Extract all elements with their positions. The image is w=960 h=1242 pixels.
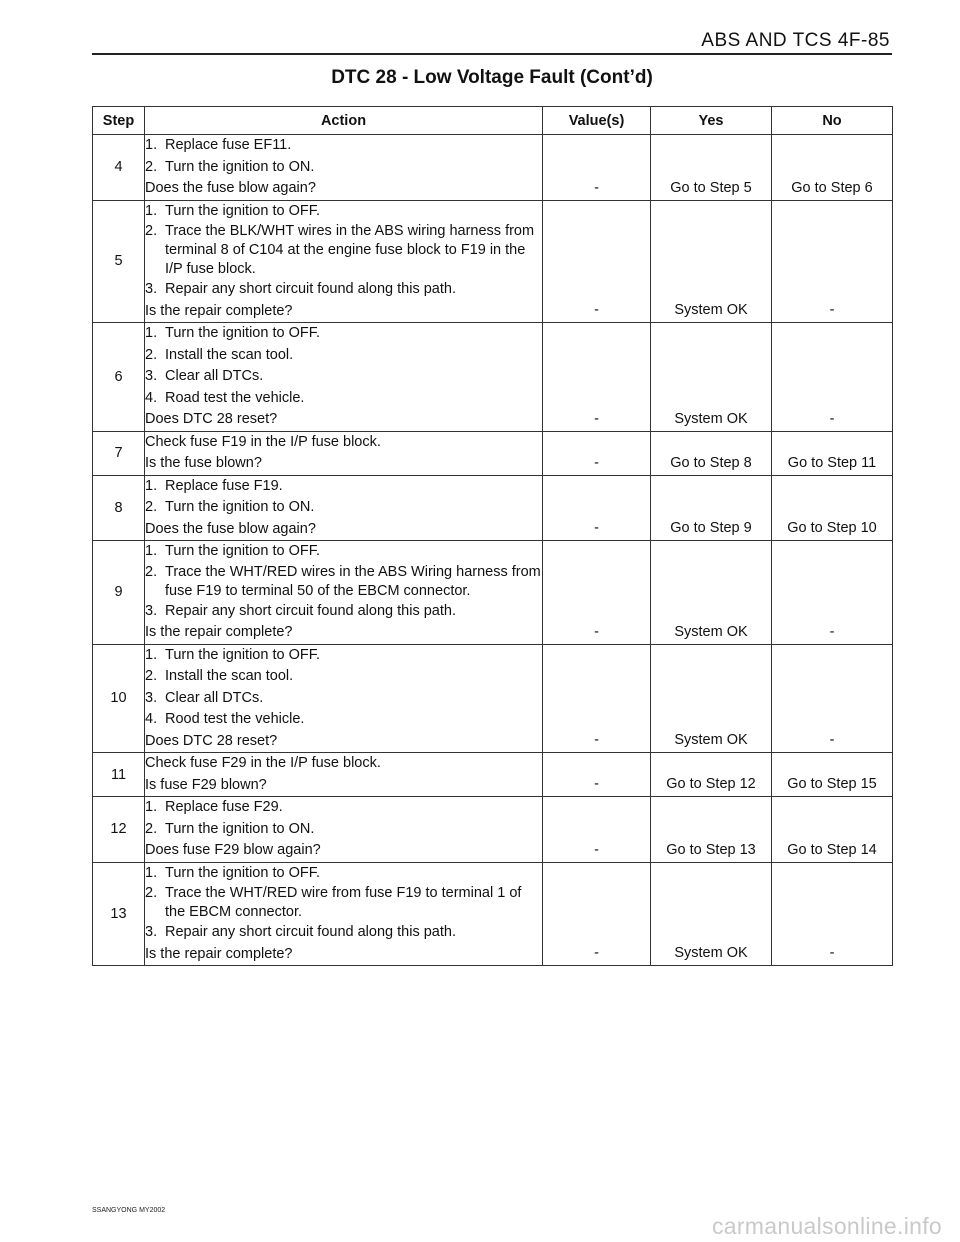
step-number: 13 bbox=[93, 862, 145, 966]
value-cell: - bbox=[543, 323, 651, 432]
action-cell bbox=[145, 323, 543, 432]
no-cell: Go to Step 6 bbox=[772, 135, 893, 201]
action-line: 2. Trace the WHT/RED wires in the ABS Wiring harness from fuse F19 to terminal 50 of the EBCM connector. bbox=[145, 563, 541, 599]
action-question: Does the fuse blow again? bbox=[145, 520, 316, 537]
page-header-title: ABS AND TCS 4F-85 bbox=[701, 30, 890, 51]
step-number: 6 bbox=[93, 323, 145, 432]
action-question: Is fuse F29 blown? bbox=[145, 776, 267, 793]
action-line: 4. Road test the vehicle. bbox=[145, 389, 305, 406]
action-line: 1. Turn the ignition to OFF. bbox=[145, 325, 321, 341]
action-line: 2. Install the scan tool. bbox=[145, 668, 294, 684]
yes-cell: System OK bbox=[651, 323, 772, 432]
action-question: Does DTC 28 reset? bbox=[145, 411, 278, 427]
yes-cell: System OK bbox=[651, 200, 772, 323]
action-question: Is the repair complete? bbox=[145, 945, 293, 962]
action-line: Check fuse F29 in the I/P fuse block. bbox=[145, 755, 381, 771]
no-cell: Go to Step 11 bbox=[772, 431, 893, 475]
watermark-text: carmanualsonline.info bbox=[711, 1213, 942, 1239]
value-cell: - bbox=[543, 200, 651, 323]
yes-cell: Go to Step 5 bbox=[651, 135, 772, 201]
column-header-values: Value(s) bbox=[543, 107, 651, 135]
table-row bbox=[93, 862, 893, 966]
action-line: 3. Clear all DTCs. bbox=[145, 689, 264, 706]
header-divider bbox=[92, 53, 892, 55]
table-row bbox=[93, 753, 893, 797]
page-footer: SSANGYONG MY2002 bbox=[92, 1207, 166, 1214]
column-header-action: Action bbox=[145, 107, 543, 135]
step-number: 11 bbox=[93, 753, 145, 797]
action-line: 3. Repair any short circuit found along this path. bbox=[145, 281, 456, 297]
action-line: 1. Turn the ignition to OFF. bbox=[145, 202, 321, 219]
no-cell: - bbox=[772, 862, 893, 966]
action-line: 2. Trace the BLK/WHT wires in the ABS wiring harness from terminal 8 of C104 at the engine fuse block to F19 in the I/P fuse block. bbox=[145, 223, 535, 277]
value-cell: - bbox=[543, 541, 651, 645]
action-question: Does fuse F29 blow again? bbox=[145, 842, 321, 858]
no-cell: Go to Step 14 bbox=[772, 797, 893, 863]
yes-cell: System OK bbox=[651, 644, 772, 753]
action-line: 1. Turn the ignition to OFF. bbox=[145, 864, 321, 881]
table-row bbox=[93, 475, 893, 541]
table-header-row bbox=[93, 107, 893, 135]
yes-cell: System OK bbox=[651, 541, 772, 645]
action-cell bbox=[145, 431, 543, 475]
value-cell: - bbox=[543, 644, 651, 753]
no-cell: - bbox=[772, 644, 893, 753]
action-question: Is the fuse blown? bbox=[145, 455, 262, 471]
action-line: 1. Replace fuse F19. bbox=[145, 477, 283, 494]
action-line: 2. Turn the ignition to ON. bbox=[145, 820, 315, 837]
value-cell: - bbox=[543, 797, 651, 863]
action-cell bbox=[145, 753, 543, 797]
yes-cell: Go to Step 8 bbox=[651, 431, 772, 475]
action-question: Is the repair complete? bbox=[145, 624, 293, 640]
step-number: 8 bbox=[93, 475, 145, 541]
action-question: Is the repair complete? bbox=[145, 302, 293, 319]
action-line: 3. Repair any short circuit found along this path. bbox=[145, 602, 456, 619]
action-cell bbox=[145, 862, 543, 966]
value-cell: - bbox=[543, 862, 651, 966]
action-line: 2. Turn the ignition to ON. bbox=[145, 499, 315, 515]
table-row bbox=[93, 200, 893, 323]
no-cell: - bbox=[772, 541, 893, 645]
value-cell: - bbox=[543, 431, 651, 475]
action-line: 2. Trace the WHT/RED wire from fuse F19 to terminal 1 of the EBCM connector. bbox=[145, 885, 522, 920]
table-row bbox=[93, 644, 893, 753]
column-header-yes: Yes bbox=[651, 107, 772, 135]
action-line: Check fuse F19 in the I/P fuse block. bbox=[145, 433, 381, 450]
document-title: DTC 28 - Low Voltage Fault (Cont’d) bbox=[331, 67, 653, 88]
yes-cell: System OK bbox=[651, 862, 772, 966]
step-number: 4 bbox=[93, 135, 145, 201]
step-number: 12 bbox=[93, 797, 145, 863]
step-number: 9 bbox=[93, 541, 145, 645]
action-line: 1. Turn the ignition to OFF. bbox=[145, 646, 321, 663]
action-line: 1. Turn the ignition to OFF. bbox=[145, 543, 321, 559]
step-number: 10 bbox=[93, 644, 145, 753]
yes-cell: Go to Step 12 bbox=[651, 753, 772, 797]
column-header-no: No bbox=[772, 107, 893, 135]
action-line: 4. Rood test the vehicle. bbox=[145, 711, 305, 727]
table-row bbox=[93, 797, 893, 863]
yes-cell: Go to Step 13 bbox=[651, 797, 772, 863]
action-cell bbox=[145, 200, 543, 323]
action-cell bbox=[145, 135, 543, 201]
action-cell bbox=[145, 644, 543, 753]
action-line: 1. Replace fuse EF11. bbox=[145, 137, 292, 153]
yes-cell: Go to Step 9 bbox=[651, 475, 772, 541]
action-question: Does the fuse blow again? bbox=[145, 180, 316, 196]
step-number: 7 bbox=[93, 431, 145, 475]
no-cell: Go to Step 15 bbox=[772, 753, 893, 797]
table-row bbox=[93, 323, 893, 432]
no-cell: - bbox=[772, 200, 893, 323]
no-cell: - bbox=[772, 323, 893, 432]
action-line: 3. Repair any short circuit found along this path. bbox=[145, 924, 456, 940]
action-line: 2. Turn the ignition to ON. bbox=[145, 158, 315, 175]
table-row bbox=[93, 135, 893, 201]
value-cell: - bbox=[543, 475, 651, 541]
value-cell: - bbox=[543, 753, 651, 797]
action-line: 3. Clear all DTCs. bbox=[145, 368, 264, 384]
action-cell bbox=[145, 541, 543, 645]
column-header-step: Step bbox=[93, 107, 145, 135]
action-cell bbox=[145, 475, 543, 541]
action-line: 1. Replace fuse F29. bbox=[145, 799, 283, 815]
table-row bbox=[93, 431, 893, 475]
diagnostic-table bbox=[92, 106, 893, 966]
table-row bbox=[93, 541, 893, 645]
action-cell bbox=[145, 797, 543, 863]
action-line: 2. Install the scan tool. bbox=[145, 346, 294, 363]
no-cell: Go to Step 10 bbox=[772, 475, 893, 541]
action-question: Does DTC 28 reset? bbox=[145, 732, 278, 749]
step-number: 5 bbox=[93, 200, 145, 323]
value-cell: - bbox=[543, 135, 651, 201]
